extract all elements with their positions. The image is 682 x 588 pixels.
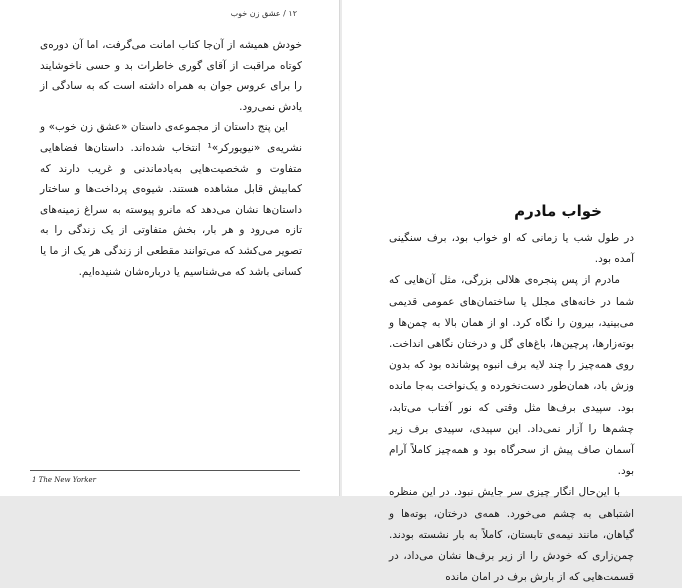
left-page-body <box>40 35 302 282</box>
running-head: ۱۲ / عشق زن خوب <box>230 9 297 18</box>
paragraph: خودش همیشه از آن‌جا کتاب امانت می‌گرفت، اما آن دوره‌ی کوتاه مراقبت از آقای گوری خاطرات بد و حسی ناخوشایند را برای عروس جوان به همراه داشته است که به سادگی از یادش نمی‌رود. <box>40 39 302 113</box>
left-page <box>0 0 340 496</box>
footnote-divider <box>30 470 300 471</box>
paragraph: این پنج داستان از مجموعه‌ی داستان «عشق زن خوب» و نشریه‌ی «نیویورکر»¹ انتخاب شده‌اند. داستان‌ها فضاهایی متفاوت و شخصیت‌هایی به‌یادماندنی و غریب دارند که کمابیش قابل مشاهده هستند. شیوه‌ی پرداخت‌ها و ساختار داستان‌ها نشان می‌دهد که مانرو پیوسته به سراغ زمینه‌های تازه می‌رود و هر بار، بخش متفاوتی از یک زندگی را به تصویر می‌کشد که می‌توانند مقطعی از زندگی هر یک از ما یا کسانی باشد که می‌شناسیم یا درباره‌شان شنیده‌ایم. <box>40 121 302 278</box>
paragraph: در طول شب یا زمانی که او خواب بود، برف سنگینی آمده بود. <box>389 232 634 266</box>
right-page-body <box>389 228 634 588</box>
paragraph: با این‌حال انگار چیزی سر جایش نبود. در این منظره اشتباهی به چشم می‌خورد. همه‌ی درختان، بوته‌ها و گیاهان، مانند نیمه‌ی تابستان، کاملاً به بار نشسته بودند. چمن‌زاری که خودش را از زیر برف‌ها نشان می‌داد، در قسمت‌هایی که از بارش برف در امان مانده <box>389 486 634 584</box>
chapter-title: خواب مادرم <box>514 202 602 220</box>
paragraph: مادرم از پس پنجره‌ی هلالی بزرگی، مثل آن‌هایی که شما در خانه‌های مجلل یا ساختمان‌های عمومی قدیمی می‌بینید، بیرون را نگاه کرد. او از همان بالا به چمن‌ها و بوته‌زارها، پرچین‌ها، باغ‌های گل و درختان نگاهی انداخت. روی همه‌چیز را چند لایه برف انبوه پوشانده بود که بدون وزش باد، همان‌طور دست‌نخورده و یک‌نواخت به‌جا مانده بود. سپیدی برف‌ها مثل وقتی که نور آفتاب می‌تابد، چشم‌ها را آزار نمی‌داد. این سپیدی، سپیدی برف زیر آسمان صاف پیش از سحرگاه بود و همه‌چیز کاملاً آرام بود. <box>389 274 634 478</box>
footnote: 1 The New Yorker <box>32 476 97 484</box>
right-page <box>342 0 682 584</box>
